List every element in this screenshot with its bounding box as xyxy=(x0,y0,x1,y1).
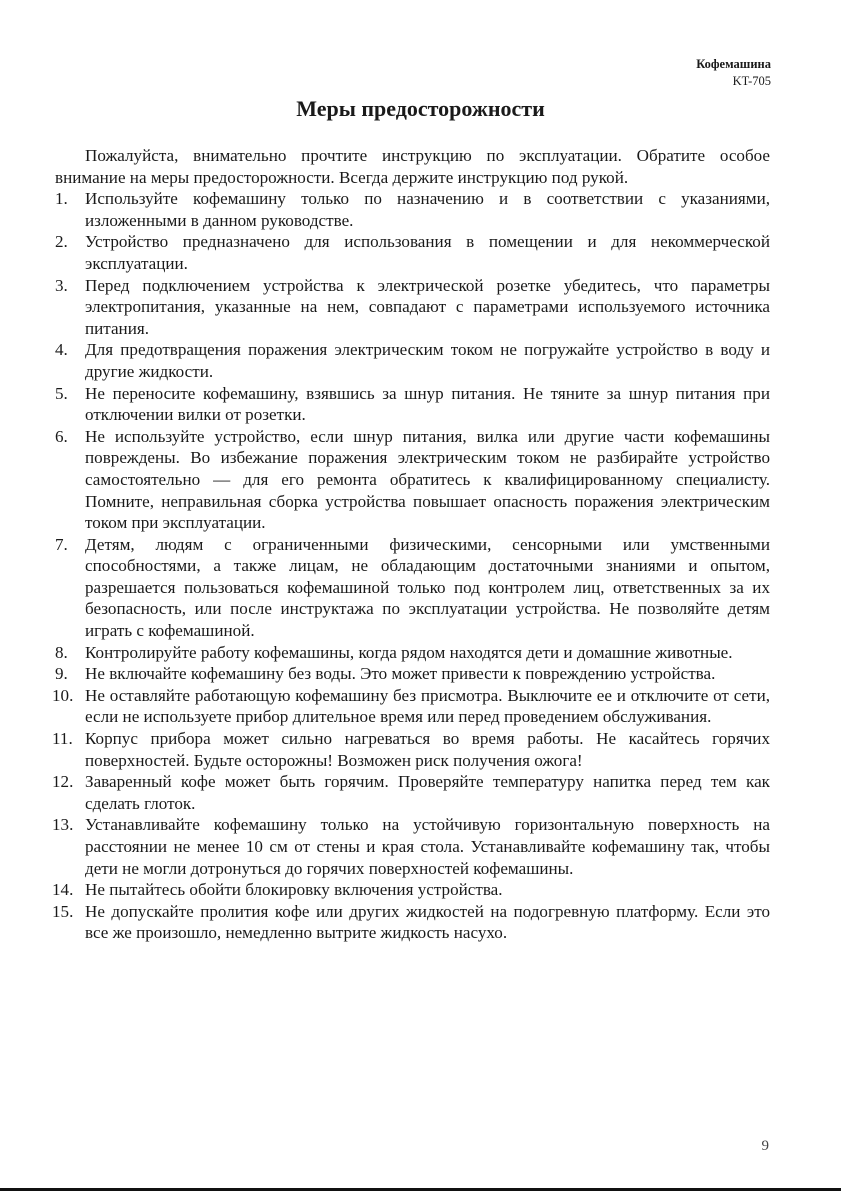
list-item xyxy=(55,383,770,426)
list-item xyxy=(55,339,770,382)
item-number: 5. xyxy=(55,383,68,403)
item-text: Устанавливайте кофемашину только на устойчивую горизонтальную поверхность на расстоянии не менее 10 см от стены и края стола. Устанавливайте кофемашину так, чтобы дети не могли дотронуться до горячих поверхностей кофемашины. xyxy=(85,815,770,878)
item-text: Не пытайтесь обойти блокировку включения устройства. xyxy=(85,880,503,900)
item-text: Перед подключением устройства к электрической розетке убедитесь, что параметры электропитания, указанные на нем, совпадают с параметрами используемого источника питания. xyxy=(85,275,770,338)
item-number: 15. xyxy=(52,901,74,921)
item-text: Для предотвращения поражения электрическим током не погружайте устройство в воду и другие жидкости. xyxy=(85,340,770,381)
list-item xyxy=(52,901,770,944)
item-number: 14. xyxy=(52,880,74,900)
list-item xyxy=(55,275,770,340)
item-number: 9. xyxy=(55,664,68,684)
item-number: 2. xyxy=(55,232,68,252)
item-text: Не оставляйте работающую кофемашину без присмотра. Выключите ее и отключите от сети, если не используете прибор длительное время или перед проведением обслуживания. xyxy=(85,685,770,727)
item-text: Используйте кофемашину только по назначению и в соответствии с указаниями, изложенными в данном руководстве. xyxy=(85,189,770,230)
product-model: KT-705 xyxy=(732,74,771,88)
item-number: 7. xyxy=(55,534,68,554)
list-item xyxy=(55,188,770,231)
list-item xyxy=(52,879,770,901)
list-item xyxy=(52,685,770,728)
page-number: 9 xyxy=(761,1138,769,1154)
item-text: Не переносите кофемашину, взявшись за шнур питания. Не тяните за шнур питания при отключении вилки от розетки. xyxy=(85,383,770,425)
item-number: 8. xyxy=(55,642,68,662)
item-number: 1. xyxy=(55,189,68,209)
item-number: 3. xyxy=(55,275,68,295)
item-number: 12. xyxy=(52,772,74,792)
item-text: Контролируйте работу кофемашины, когда рядом находятся дети и домашние животные. xyxy=(85,642,733,662)
list-item xyxy=(55,534,770,642)
page-title: Меры предосторожности xyxy=(296,96,545,121)
item-number: 10. xyxy=(52,685,74,705)
item-text: Не включайте кофемашину без воды. Это может привести к повреждению устройства. xyxy=(85,664,716,684)
item-text: Детям, людям с ограниченными физическими, сенсорными или умственными способностями, а также лицам, не обладающим достаточными знаниями и опытом, разрешается пользоваться кофемашиной только под контролем лиц, ответственных за их безопасность, или после инструктажа по эксплуатации устройства. Не позволяйте детям играть с кофемашиной. xyxy=(85,534,770,641)
intro-paragraph: Пожалуйста, внимательно прочтите инструкцию по эксплуатации. Обратите особое внимание на меры предосторожности. Всегда держите инструкцию под рукой. xyxy=(55,146,770,187)
product-name: Кофемашина xyxy=(696,57,771,71)
item-text: Устройство предназначено для использования в помещении и для некоммерческой эксплуатации. xyxy=(85,232,770,273)
list-item xyxy=(52,814,770,879)
item-text: Корпус прибора может сильно нагреваться во время работы. Не касайтесь горячих поверхностей. Будьте осторожны! Возможен риск получения ожога! xyxy=(85,729,770,770)
item-text: Не допускайте пролития кофе или других жидкостей на подогревную платформу. Если это все же произошло, немедленно вытрите жидкость насухо. xyxy=(85,901,770,943)
item-text: Не используйте устройство, если шнур питания, вилка или другие части кофемашины повреждены. Во избежание поражения электрическим током не разбирайте устройство самостоятельно — для его ремонта обратитесь к квалифицированному специалисту. Помните, неправильная сборка устройства повышает опасность поражения электрическим током при эксплуатации. xyxy=(85,426,770,533)
document-body xyxy=(52,145,770,944)
item-number: 11. xyxy=(52,729,73,749)
precautions-list xyxy=(52,188,770,944)
list-item xyxy=(52,728,770,771)
page-header xyxy=(696,56,771,90)
list-item xyxy=(55,663,770,685)
list-item xyxy=(55,426,770,534)
item-number: 6. xyxy=(55,426,68,446)
item-number: 13. xyxy=(52,815,74,835)
list-item xyxy=(52,771,770,814)
item-text: Заваренный кофе может быть горячим. Проверяйте температуру напитка перед тем как сделать глоток. xyxy=(85,772,770,813)
list-item xyxy=(55,642,770,664)
list-item xyxy=(55,231,770,274)
item-number: 4. xyxy=(55,340,68,360)
